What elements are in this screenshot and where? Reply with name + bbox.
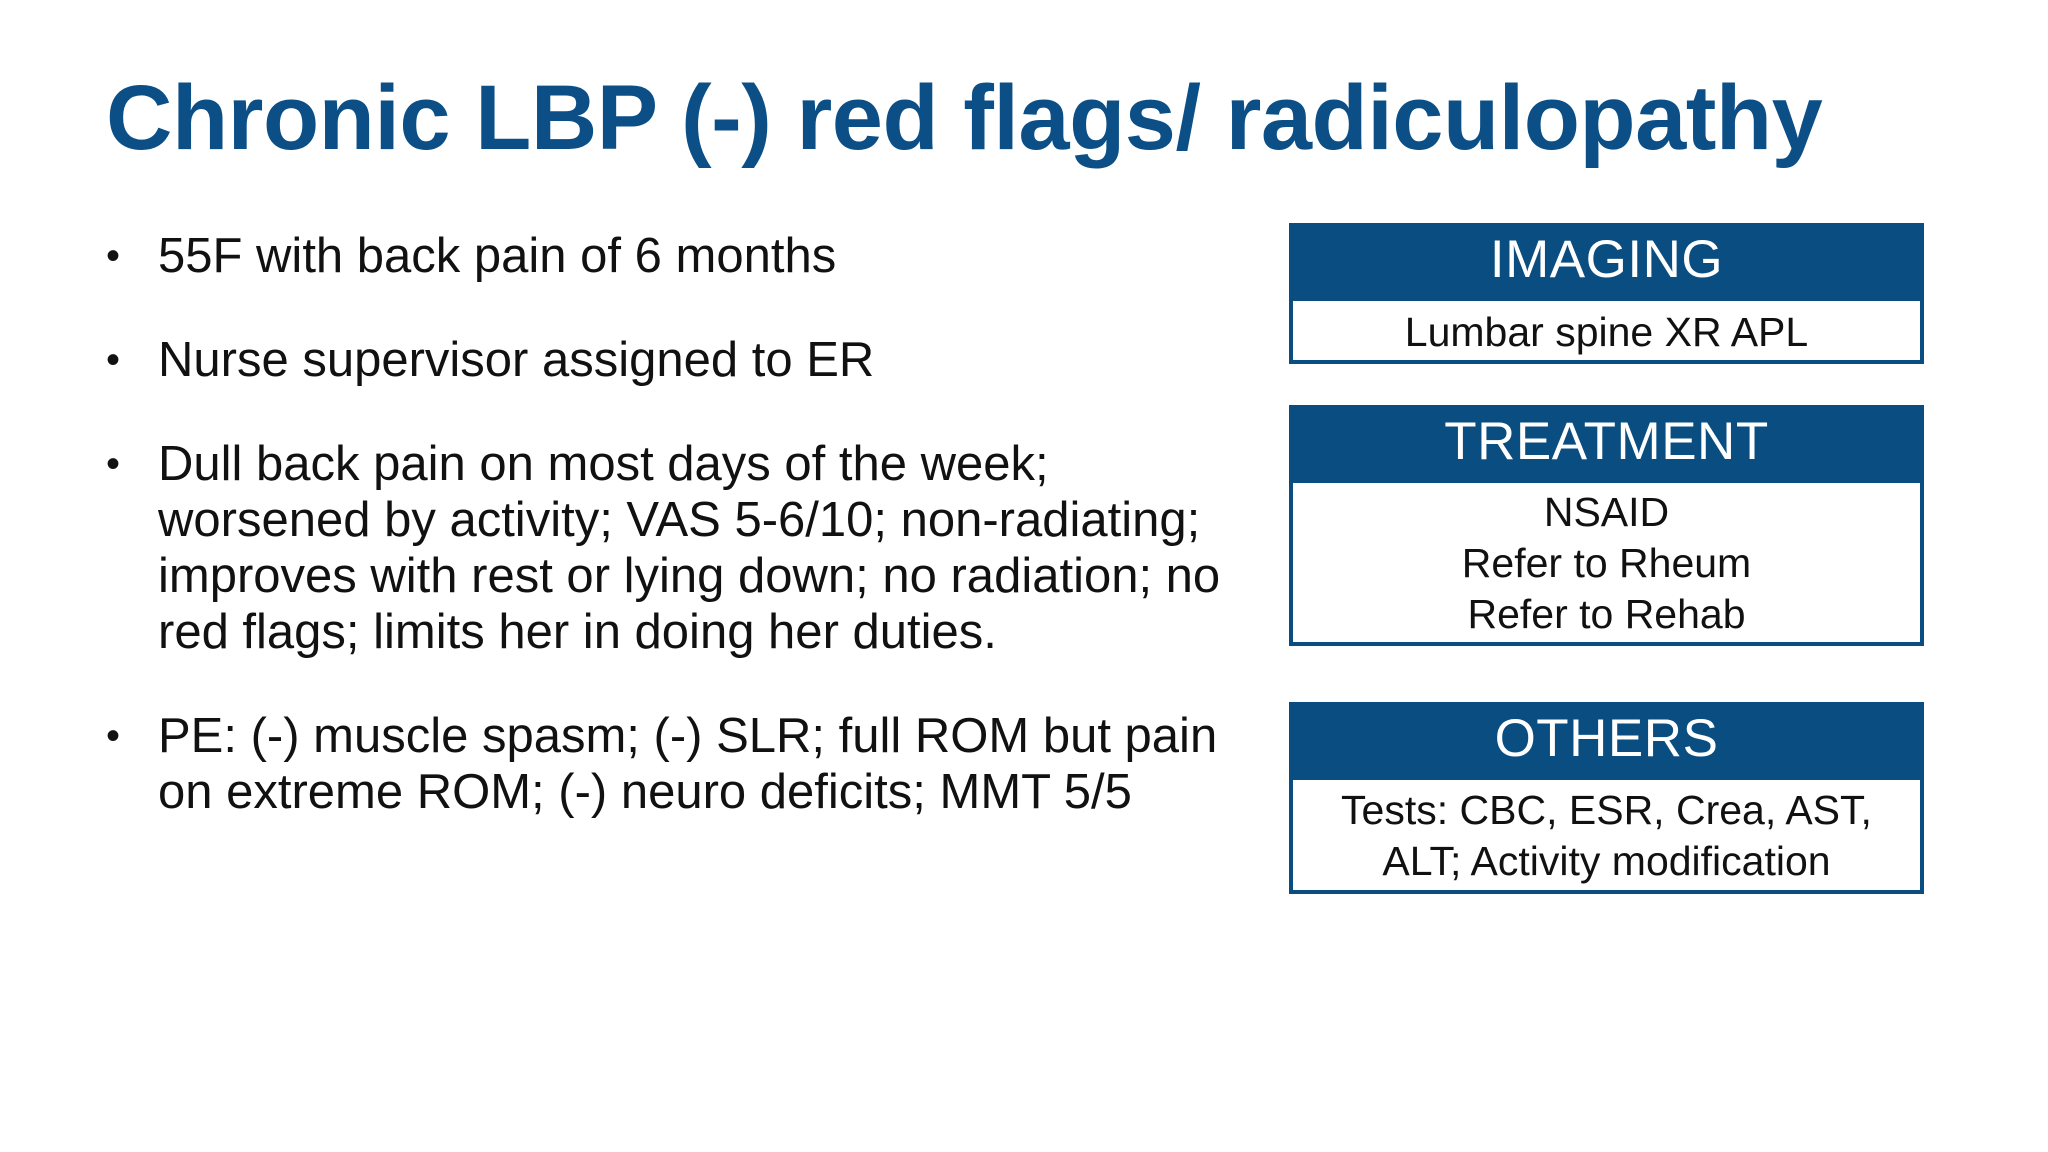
treatment-line: Refer to Rehab <box>1467 591 1746 637</box>
treatment-body <box>1289 479 1924 646</box>
imaging-panel <box>1289 223 1924 364</box>
bullet-marker: • <box>106 442 121 486</box>
bullet-text: PE: (-) muscle spasm; (-) SLR; full ROM but pain on extreme ROM; (-) neuro deficits; MMT 5/5 <box>158 709 1218 819</box>
others-header: OTHERS <box>1289 702 1924 776</box>
treatment-panel <box>1289 405 1924 646</box>
bullet-list <box>106 228 1266 820</box>
others-line: Tests: CBC, ESR, Crea, AST, <box>1341 787 1872 833</box>
treatment-header: TREATMENT <box>1289 405 1924 479</box>
bullet-item <box>106 228 1266 284</box>
imaging-header: IMAGING <box>1289 223 1924 297</box>
bullet-marker: • <box>106 714 121 758</box>
imaging-body <box>1289 297 1924 364</box>
bullet-text: 55F with back pain of 6 months <box>158 229 837 283</box>
imaging-line: Lumbar spine XR APL <box>1404 309 1809 355</box>
others-panel <box>1289 702 1924 894</box>
bullet-text: Dull back pain on most days of the week; worsened by activity; VAS 5-6/10; non-radiating; improves with rest or lying down; no radiation; no red flags; limits her in doing her duties. <box>158 437 1221 659</box>
bullet-marker: • <box>106 338 121 382</box>
bullet-text: Nurse supervisor assigned to ER <box>158 333 875 387</box>
bullet-item <box>106 436 1266 660</box>
treatment-line: Refer to Rheum <box>1461 540 1752 586</box>
slide-title: Chronic LBP (-) red flags/ radiculopathy <box>106 67 1823 169</box>
bullet-item <box>106 332 1266 388</box>
treatment-line: NSAID <box>1543 489 1670 535</box>
bullet-marker: • <box>106 234 121 278</box>
others-body <box>1289 776 1924 894</box>
others-line: ALT; Activity modification <box>1382 838 1831 884</box>
bullet-item <box>106 708 1266 820</box>
